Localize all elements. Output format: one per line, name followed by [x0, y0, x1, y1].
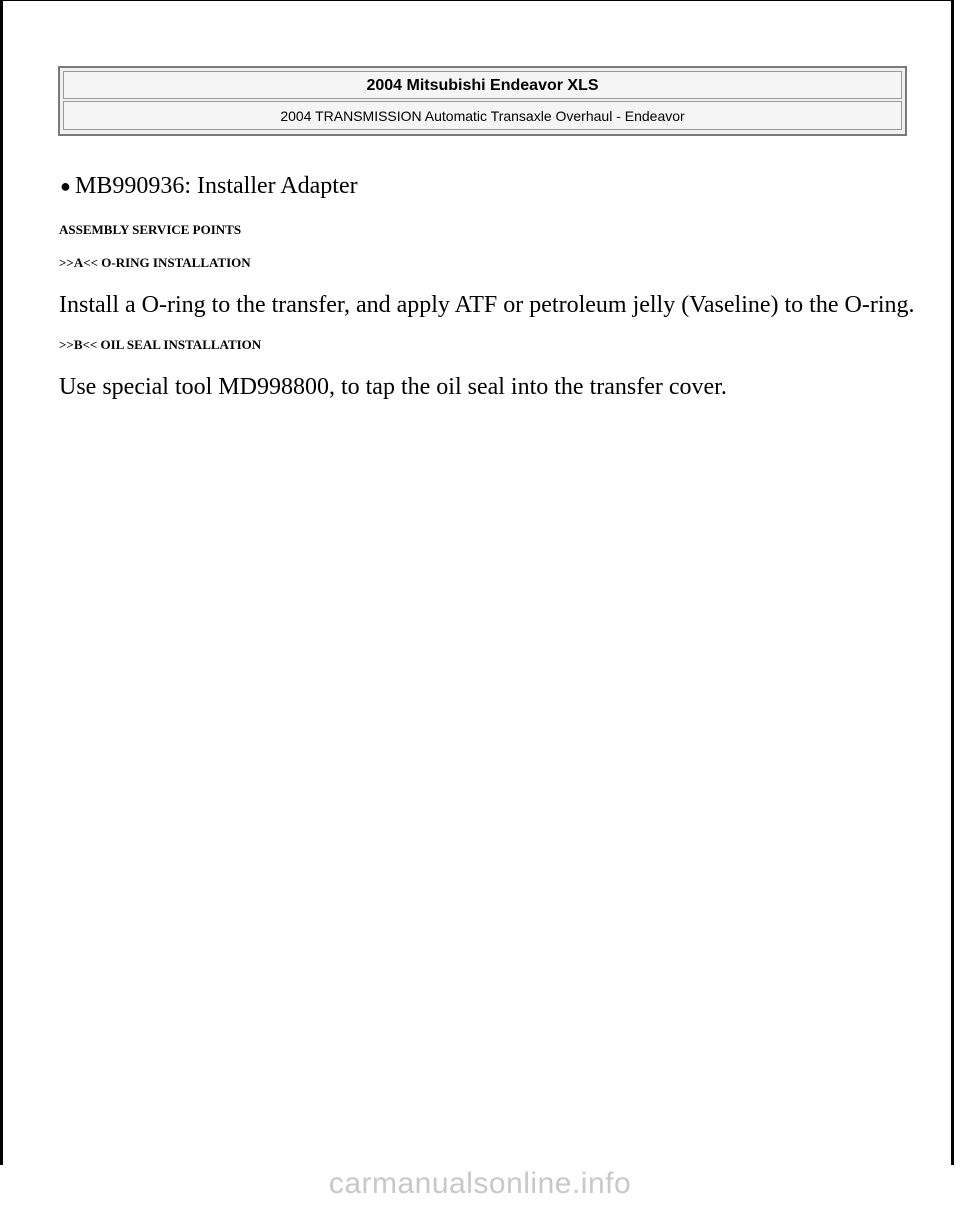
- page-left-border: [0, 0, 3, 1165]
- list-item-text: MB990936: Installer Adapter: [75, 173, 358, 199]
- oring-heading: >>A<< O-RING INSTALLATION: [59, 255, 251, 270]
- header-title: 2004 Mitsubishi Endeavor XLS: [63, 71, 902, 99]
- bullet-icon: ●: [60, 176, 71, 196]
- oil-seal-paragraph: Use special tool MD998800, to tap the oil seal into the transfer cover.: [59, 374, 727, 400]
- page-right-border: [951, 0, 954, 1165]
- page-top-border: [0, 0, 954, 1]
- document-body: [59, 172, 919, 403]
- oring-paragraph: Install a O-ring to the transfer, and apply ATF or petroleum jelly (Vaseline) to the O-ring.: [59, 292, 915, 318]
- document-header: [58, 66, 907, 136]
- list-item: [59, 172, 919, 200]
- oil-seal-heading: >>B<< OIL SEAL INSTALLATION: [59, 337, 262, 352]
- header-subtitle: 2004 TRANSMISSION Automatic Transaxle Overhaul - Endeavor: [63, 101, 902, 130]
- watermark: carmanualsonline.info: [328, 1167, 632, 1200]
- section-title: ASSEMBLY SERVICE POINTS: [59, 222, 242, 237]
